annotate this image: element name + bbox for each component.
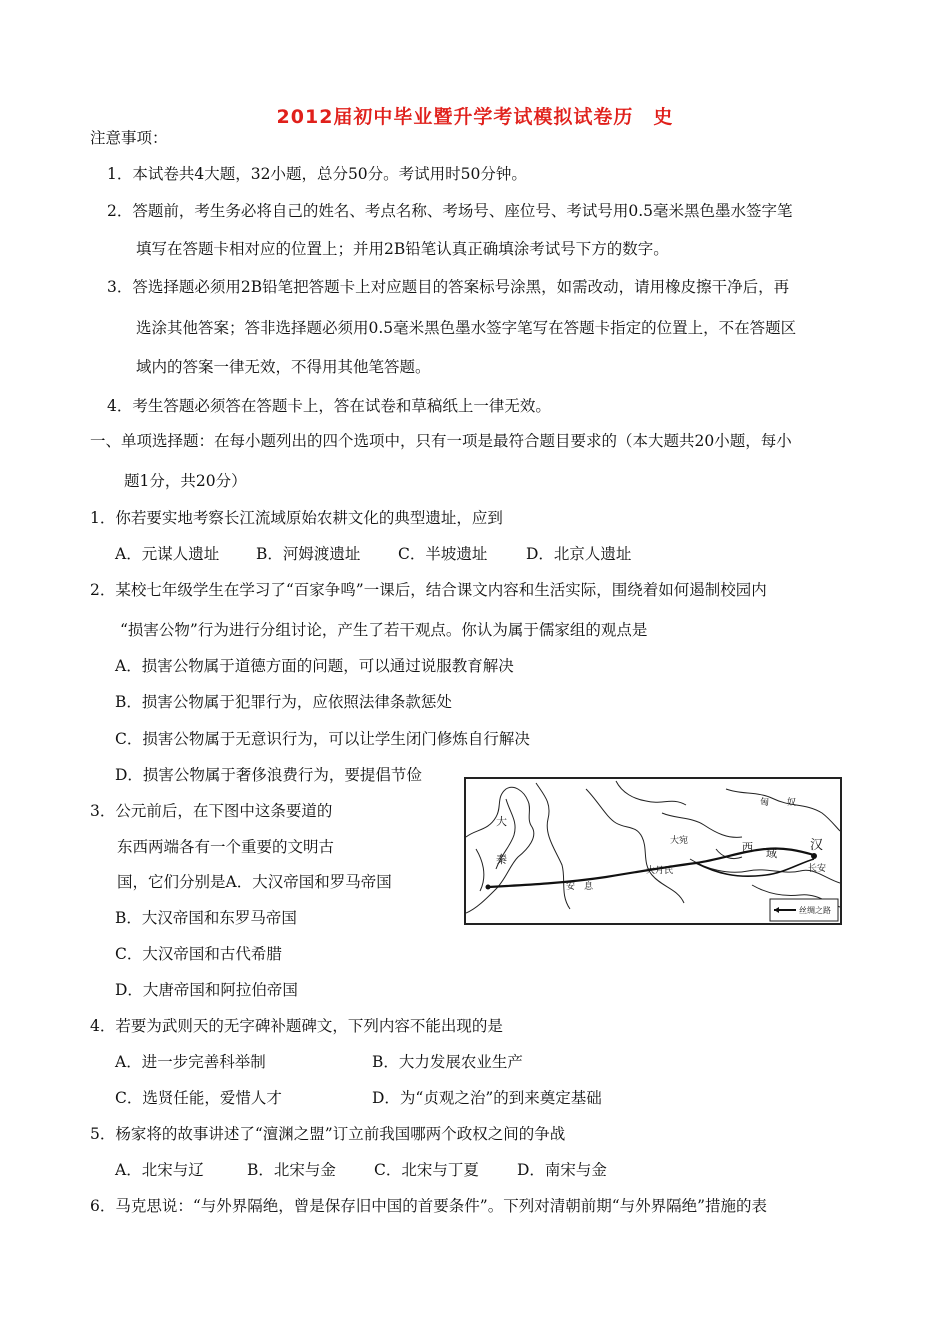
map-label-changan: 长安 (808, 864, 827, 874)
q3-option-c: C．大汉帝国和古代希腊 (115, 945, 282, 963)
q1-option-a: A．元谋人遗址 (115, 545, 220, 563)
exam-title: 2012届初中毕业暨升学考试模拟试卷历 史 (276, 106, 674, 128)
q5-option-a: A．北宋与辽 (115, 1161, 204, 1179)
map-legend-label: 丝绸之路 (799, 906, 831, 915)
q5-option-d: D．南宋与金 (517, 1161, 607, 1179)
notice-item-4: 4．考生答题必须答在答题卡上，答在试卷和草稿纸上一律无效。 (107, 397, 551, 415)
q2-stem: 2．某校七年级学生在学习了“百家争鸣”一课后，结合课文内容和生活实际，围绕着如何遏制校园内 (90, 581, 767, 599)
map-label-han: 汉 (810, 838, 824, 853)
map-label-yu: 域 (766, 847, 777, 860)
q1-stem: 1．你若要实地考察长江流域原始农耕文化的典型遗址，应到 (90, 509, 503, 527)
q3-stem-cont: 东西两端各有一个重要的文明古 (117, 838, 335, 856)
q4-option-c: C．选贤任能，爱惜人才 (115, 1089, 282, 1107)
silk-road-map (464, 777, 842, 925)
q1-option-d: D．北京人遗址 (526, 545, 632, 563)
q6-stem: 6．马克思说：“与外界隔绝，曾是保存旧中国的首要条件”。下列对清朝前期“与外界隔绝”措施的表 (90, 1197, 768, 1215)
q5-stem: 5．杨家将的故事讲述了“澶渊之盟”订立前我国哪两个政权之间的争战 (90, 1125, 566, 1143)
q1-option-c: C．半坡遗址 (398, 545, 488, 563)
q2-stem-cont: “损害公物”行为进行分组讨论，产生了若干观点。你认为属于儒家组的观点是 (120, 621, 648, 639)
q3-option-d: D．大唐帝国和阿拉伯帝国 (115, 981, 298, 999)
q4-option-a: A．进一步完善科举制 (115, 1053, 266, 1071)
q2-option-c: C．损害公物属于无意识行为，可以让学生闭门修炼自行解决 (115, 730, 530, 748)
q3-stem-cont2: 国，它们分别是A．大汉帝国和罗马帝国 (117, 873, 392, 891)
notice-item-3: 3．答选择题必须用2B铅笔把答题卡上对应题目的答案标号涂黑，如需改动，请用橡皮擦干净后，再 (107, 278, 790, 296)
section1-heading: 一、单项选择题：在每小题列出的四个选项中，只有一项是最符合题目要求的（本大题共20小题，每小 (90, 432, 792, 450)
notice-item-2: 2．答题前，考生务必将自己的姓名、考点名称、考场号、座位号、考试号用0.5毫米黑色墨水签字笔 (107, 202, 793, 220)
map-label-qin: 秦 (496, 853, 507, 866)
notice-item-2-cont: 填写在答题卡相对应的位置上；并用2B铅笔认真正确填涂考试号下方的数字。 (136, 240, 669, 258)
notice-item-1: 1．本试卷共4大题，32小题，总分50分。考试用时50分钟。 (107, 165, 527, 183)
map-label-xiongnu: 匈 奴 (760, 798, 797, 808)
map-label-anxi: 安 息 (566, 882, 594, 892)
q4-stem: 4．若要为武则天的无字碑补题碑文，下列内容不能出现的是 (90, 1017, 503, 1035)
notice-heading: 注意事项： (90, 129, 168, 147)
q3-option-b: B．大汉帝国和东罗马帝国 (115, 909, 297, 927)
q5-option-b: B．北宋与金 (247, 1161, 336, 1179)
map-label-xi: 西 (742, 841, 753, 854)
section1-heading-cont: 题1分，共20分） (124, 472, 247, 490)
notice-item-3-cont: 选涂其他答案；答非选择题必须用0.5毫米黑色墨水签字笔写在答题卡指定的位置上，不在答题区 (136, 319, 797, 337)
notice-item-3-cont2: 域内的答案一律无效，不得用其他笔答题。 (136, 358, 431, 376)
map-label-da: 大 (496, 815, 507, 828)
q3-stem: 3．公元前后，在下图中这条要道的 (90, 802, 333, 820)
q2-option-b: B．损害公物属于犯罪行为，应依照法律条款惩处 (115, 693, 452, 711)
map-label-dayuezhi: 大月氏 (646, 866, 674, 876)
q2-option-d: D．损害公物属于奢侈浪费行为，要提倡节俭 (115, 766, 422, 784)
q4-option-d: D．为“贞观之治”的到来奠定基础 (372, 1089, 602, 1107)
q2-option-a: A．损害公物属于道德方面的问题，可以通过说服教育解决 (115, 657, 514, 675)
q5-option-c: C．北宋与丁夏 (374, 1161, 479, 1179)
map-label-dayuan: 大宛 (670, 836, 689, 846)
q1-option-b: B．河姆渡遗址 (256, 545, 361, 563)
q4-option-b: B．大力发展农业生产 (372, 1053, 523, 1071)
